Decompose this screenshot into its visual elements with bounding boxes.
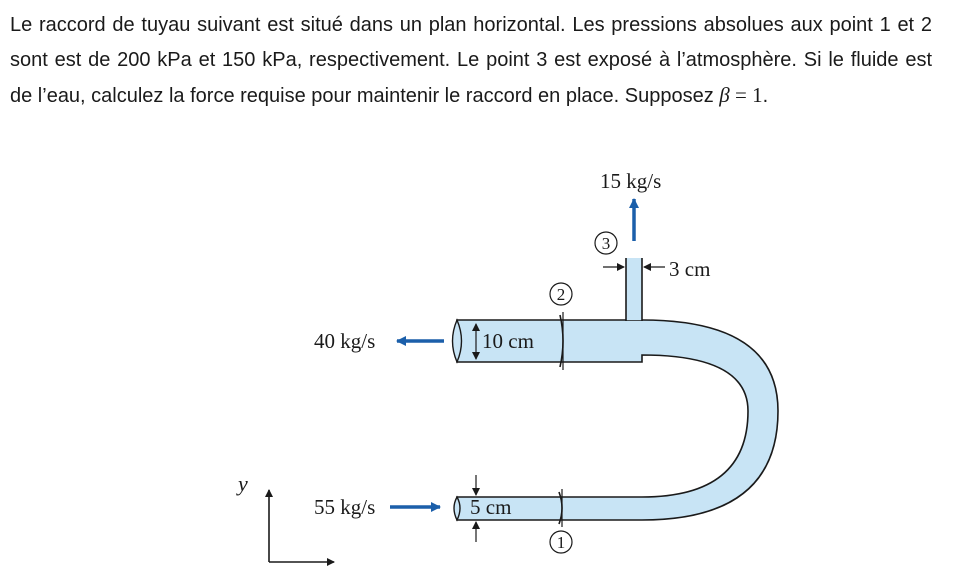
- flow-in-label: 55 kg/s: [314, 495, 376, 519]
- axis-y-label: y: [238, 471, 248, 496]
- period: .: [762, 85, 769, 107]
- equals-sign: =: [729, 83, 753, 107]
- flow-out-top-label: 15 kg/s: [600, 169, 662, 193]
- dim-top-label: 3 cm: [669, 257, 711, 281]
- beta-value: 1: [752, 83, 763, 107]
- dim-lower-label: 5 cm: [470, 495, 512, 519]
- problem-text: Le raccord de tuyau suivant est situé dans un plan horizontal. Les pressions absolues aux point 1 et 2 sont est de 200 kPa et 150 kPa, respectivement. Le point 3 est exposé à l’atmosphère. Si le fluide est de l’eau, calculez la force requise pour maintenir le raccord en place. Supposez: [10, 14, 932, 107]
- dim-upper-label: 10 cm: [482, 329, 534, 353]
- flow-out-left-label: 40 kg/s: [314, 329, 376, 353]
- point-2-label: 2: [556, 285, 566, 304]
- point-3-label: 3: [601, 234, 611, 253]
- outlet-pipe: [626, 258, 642, 320]
- lower-pipe-end: [454, 497, 460, 520]
- point-1-label: 1: [556, 533, 566, 552]
- beta-symbol: β: [719, 83, 730, 107]
